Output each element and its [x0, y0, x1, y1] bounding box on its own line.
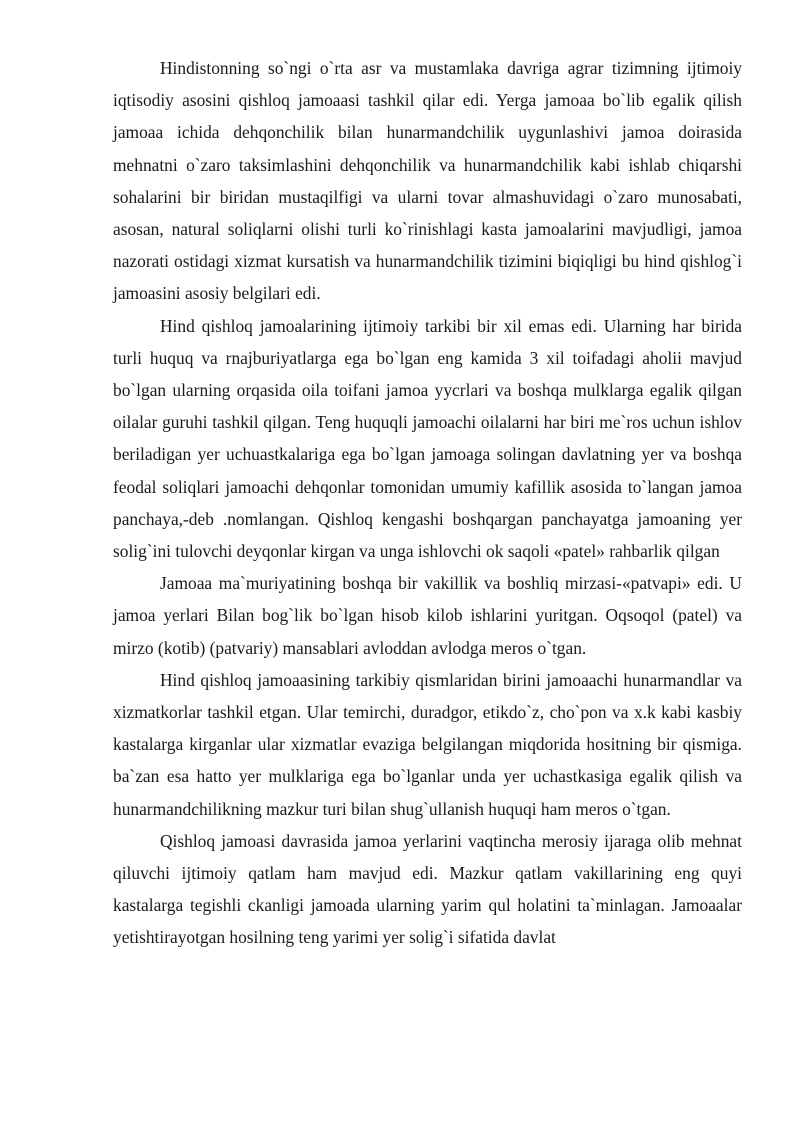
paragraph-4: Hind qishloq jamoaasining tarkibiy qismlaridan birini jamoaachi hunarmandlar va xizmatkorlar tashkil etgan. Ular temirchi, duradgor, etikdo`z, cho`pon va x.k kabi kasbiy kastalarga kirganlar ular xizmatlar evaziga belgilangan miqdorida hositning bir qismiga. ba`zan esa hatto yer mulklariga ega bo`lganlar unda yer uchastkasiga egalik qilish va hunarmandchilikning mazkur turi bilan shug`ullanish huquqi ham meros o`tgan.: [113, 669, 742, 819]
paragraph-3: Jamoaa ma`muriyatining boshqa bir vakillik va boshliq mirzasi-«patvapi» edi. U jamoa yerlari Bilan bog`lik bo`lgan hisob kilob ishlarini yuritgan. Oqsoqol (patel) va mirzo (kotib) (patvariy) mansablari avloddan avlodga meros o`tgan.: [113, 573, 742, 658]
paragraph-2: Hind qishloq jamoalarining ijtimoiy tarkibi bir xil emas edi. Ularning har birida turli huquq va rnajburiyatlarga ega bo`lgan eng kamida 3 xil toifadagi aholii mavjud bo`lgan ularning orqasida oila toifani jamoa yycrlari va boshqa mulklarga egalik qilgan oilalar guruhi tashkil qilgan. Teng huquqli jamoachi oilalarni har biri me`ros uchun ishlov beriladigan yer uchuastkalariga ega bo`lgan jamoaga solingan davlatning yer va boshqa feodal soliqlari jamoachi dehqonlar tomonidan umumiy kafillik asosida to`langan jamoa panchaya,-deb .nomlangan. Qishloq kengashi boshqargan panchayatga jamoaning yer solig`ini tulovchi deyqonlar kirgan va unga ishlovchi ok saqoli «patel» rahbarlik qilgan: [113, 315, 742, 562]
document-body: [113, 52, 742, 954]
paragraph-1: Hindistonning so`ngi o`rta asr va mustamlaka davriga agrar tizimning ijtimoiy iqtisodiy asosini qishloq jamoaasi tashkil qilar edi. Yerga jamoaa bo`lib egalik qilish jamoaa ichida dehqonchilik bilan hunarmandchilik uygunlashivi jamoa doirasida mehnatni o`zaro taksimlashini dehqonchilik va hunarmandchilik kabi ishlab chiqarshi sohalarini bir biridan mustaqilfigi va ularni tovar almashuvidagi o`zaro munosabati, asosan, natural soliqlarni olishi turli ko`rinishlagi kasta jamoalarini mavjudligi, jamoa nazorati ostidagi xizmat kursatish va hunarmandchilik tizimini biqiqligi bu hind qishlog`i jamoasini asosiy belgilari edi.: [113, 58, 742, 304]
paragraph-5: Qishloq jamoasi davrasida jamoa yerlarini vaqtincha merosiy ijaraga olib mehnat qiluvchi ijtimoiy qatlam ham mavjud edi. Mazkur qatlam vakillarining eng quyi kastalarga tegishli ckanligi jamoada ularning yarim qul holatini ta`minlagan. Jamoaalar yetishtirayotgan hosilning teng yarimi yer solig`i sifatida davlat: [113, 830, 742, 948]
